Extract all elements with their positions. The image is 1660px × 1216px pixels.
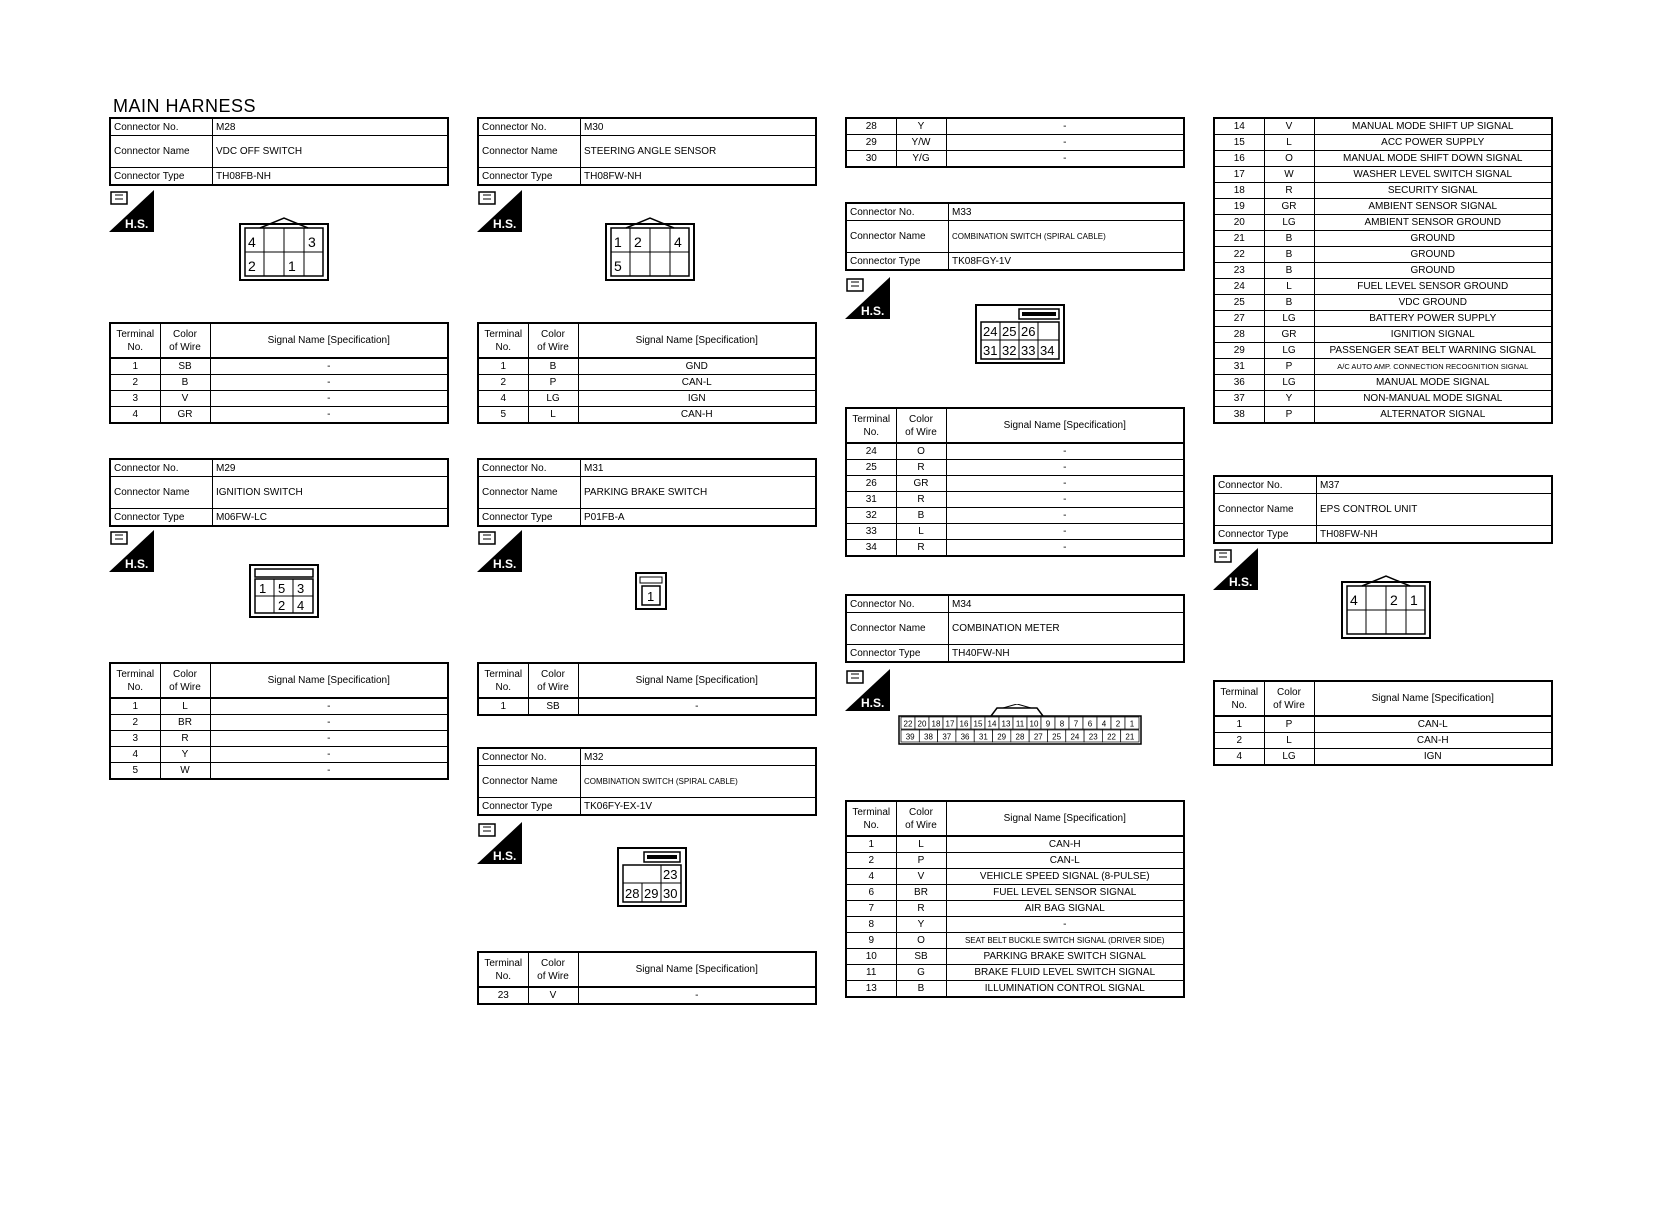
- connector-m29-face: [248, 563, 320, 619]
- table-row: 7 R AIR BAG SIGNAL: [846, 901, 1184, 917]
- svg-text:1: 1: [647, 589, 655, 604]
- table-row: 2 P CAN-L: [478, 375, 816, 391]
- table-row: 14 V MANUAL MODE SHIFT UP SIGNAL: [1214, 118, 1552, 135]
- svg-text:4: 4: [1350, 592, 1358, 608]
- pin-label: 6: [1087, 719, 1093, 729]
- pin-label: 24: [1070, 732, 1080, 742]
- table-row: 3 V -: [110, 391, 448, 407]
- connector-m34-face: [897, 704, 1143, 746]
- header-signal: Signal Name [Specification]: [210, 323, 448, 358]
- svg-text:H.S.: H.S.: [125, 557, 149, 571]
- svg-text:H.S.: H.S.: [493, 557, 517, 571]
- svg-text:5: 5: [278, 581, 286, 596]
- harness-side-icon: [477, 530, 522, 572]
- svg-text:H.S.: H.S.: [1229, 575, 1253, 589]
- table-row: 1 B GND: [478, 358, 816, 375]
- pin-1: 1: [288, 258, 296, 274]
- pin-label: 2: [1115, 719, 1121, 729]
- label-connector-name: Connector Name: [110, 136, 213, 168]
- table-row: 4 Y -: [110, 747, 448, 763]
- table-row: 5 W -: [110, 763, 448, 780]
- connector-m33-terminals: Terminal No. Color of Wire Signal Name [Specification] 24 O - 25 R - 26 GR - 31 R - 32 B - 33 L - 34 R -: [845, 407, 1185, 557]
- table-row: 1 SB -: [478, 698, 816, 715]
- pin-label: 11: [1015, 719, 1025, 729]
- pin-label: 13: [1001, 719, 1011, 729]
- table-row: 33 L -: [846, 524, 1184, 540]
- pin-label: 31: [978, 732, 988, 742]
- table-row: 24 O -: [846, 443, 1184, 460]
- connector-m34-terminals: Terminal No. Color of Wire Signal Name [Specification] 1 L CAN-H 2 P CAN-L 4 V VEHICLE SPEED SIGNAL (8-PULSE) 6 BR FUEL LEVEL SENSOR SIGNAL 7 R AIR BAG SIGNAL 8 Y - 9 O SEAT BELT BUCKLE SWITCH SIGNAL (DRIVER SIDE) 10 SB PARKING BRAKE SWITCH SIGNAL 11 G BRAKE FLUID LEVEL SWITCH SIGNAL 13 B ILLUMINATION CONTROL SIGNAL: [845, 800, 1185, 998]
- table-row: 25 B VDC GROUND: [1214, 295, 1552, 311]
- connector-name-value: VDC OFF SWITCH: [213, 136, 449, 168]
- connector-m37-terminals: Terminal No. Color of Wire Signal Name [Specification] 1 P CAN-L 2 L CAN-H 4 LG IGN: [1213, 680, 1553, 766]
- hs-label: H.S.: [125, 217, 149, 231]
- continued-table-top: [845, 117, 1185, 168]
- table-row: 9 O SEAT BELT BUCKLE SWITCH SIGNAL (DRIVER SIDE): [846, 933, 1184, 949]
- connector-m31-info: Connector No. M31 Connector Name PARKING BRAKE SWITCH Connector Type P01FB-A: [477, 458, 817, 527]
- table-row: 18 R SECURITY SIGNAL: [1214, 183, 1552, 199]
- svg-text:24: 24: [983, 324, 998, 339]
- table-row: 17 W WASHER LEVEL SWITCH SIGNAL: [1214, 167, 1552, 183]
- pin-2: 2: [248, 258, 256, 274]
- table-row: 28 GR IGNITION SIGNAL: [1214, 327, 1552, 343]
- pin-label: 1: [1129, 719, 1135, 729]
- table-row: 3 R -: [110, 731, 448, 747]
- continued-table-m34: [1213, 117, 1553, 424]
- connector-m32-face: [616, 846, 688, 908]
- label-connector-no: Connector No.: [110, 118, 213, 136]
- pin-label: 22: [1107, 732, 1116, 742]
- harness-side-icon: [477, 822, 522, 864]
- pin-4: 4: [248, 234, 256, 250]
- svg-text:H.S.: H.S.: [861, 304, 885, 318]
- pin-label: 23: [1088, 732, 1098, 742]
- connector-m28-face: [238, 216, 330, 282]
- svg-text:4: 4: [297, 598, 305, 613]
- svg-text:23: 23: [663, 867, 678, 882]
- table-row: 4 V VEHICLE SPEED SIGNAL (8-PULSE): [846, 869, 1184, 885]
- pin-label: 18: [931, 719, 941, 729]
- table-row: 19 GR AMBIENT SENSOR SIGNAL: [1214, 199, 1552, 215]
- connector-m33-info: Connector No. M33 Connector Name COMBINATION SWITCH (SPIRAL CABLE) Connector Type TK08FGY-1V: [845, 202, 1185, 271]
- table-row: 26 GR -: [846, 476, 1184, 492]
- pin-label: 21: [1125, 732, 1135, 742]
- pin-label: 9: [1045, 719, 1051, 729]
- connector-type-value: TH08FB-NH: [213, 168, 449, 186]
- svg-text:H.S.: H.S.: [861, 696, 885, 710]
- page-title: MAIN HARNESS: [113, 96, 257, 116]
- table-row: 8 Y -: [846, 917, 1184, 933]
- connector-m33-face: [974, 303, 1066, 365]
- svg-text:H.S.: H.S.: [493, 217, 517, 231]
- table-row: 1 SB -: [110, 358, 448, 375]
- connector-m29-info: Connector No. M29 Connector Name IGNITION SWITCH Connector Type M06FW-LC: [109, 458, 449, 527]
- svg-text:28: 28: [625, 886, 640, 901]
- table-row: 20 LG AMBIENT SENSOR GROUND: [1214, 215, 1552, 231]
- svg-text:31: 31: [983, 343, 998, 358]
- svg-text:H.S.: H.S.: [493, 849, 517, 863]
- table-row: 4 LG IGN: [478, 391, 816, 407]
- pin-label: 38: [924, 732, 933, 742]
- label-connector-type: Connector Type: [110, 168, 213, 186]
- svg-text:1: 1: [259, 581, 267, 596]
- table-row: 6 BR FUEL LEVEL SENSOR SIGNAL: [846, 885, 1184, 901]
- table-row: 1 P CAN-L: [1214, 716, 1552, 733]
- pin-label: 22: [903, 719, 913, 729]
- harness-side-icon: [845, 669, 890, 711]
- table-row: 25 R -: [846, 460, 1184, 476]
- svg-text:3: 3: [297, 581, 305, 596]
- harness-side-icon: [1213, 548, 1258, 590]
- pin-label: 37: [942, 732, 952, 742]
- table-row: 31 P A/C AUTO AMP. CONNECTION RECOGNITION SIGNAL: [1214, 359, 1552, 375]
- harness-side-icon: [109, 190, 154, 232]
- svg-text:5: 5: [614, 258, 622, 274]
- table-row: 32 B -: [846, 508, 1184, 524]
- pin-label: 16: [959, 719, 969, 729]
- table-row: 1 L CAN-H: [846, 836, 1184, 853]
- svg-text:4: 4: [674, 234, 682, 250]
- connector-m37-info: Connector No. M37 Connector Name EPS CONTROL UNIT Connector Type TH08FW-NH: [1213, 475, 1553, 544]
- connector-m34-info: Connector No. M34 Connector Name COMBINATION METER Connector Type TH40FW-NH: [845, 594, 1185, 663]
- connector-m30-info: Connector No. M30 Connector Name STEERING ANGLE SENSOR Connector Type TH08FW-NH: [477, 117, 817, 186]
- svg-text:33: 33: [1021, 343, 1036, 358]
- table-row: 28 Y -: [846, 118, 1184, 135]
- table-row: 23 V -: [478, 987, 816, 1004]
- header-terminal: Terminal No.: [110, 323, 160, 358]
- pin-3: 3: [308, 234, 316, 250]
- table-row: 21 B GROUND: [1214, 231, 1552, 247]
- table-row: 38 P ALTERNATOR SIGNAL: [1214, 407, 1552, 424]
- table-row: 27 LG BATTERY POWER SUPPLY: [1214, 311, 1552, 327]
- connector-m34-top-pins: [901, 717, 1139, 729]
- connector-m32-terminals: Terminal No. Color of Wire Signal Name [Specification] 23 V -: [477, 951, 817, 1005]
- table-row: 4 LG IGN: [1214, 749, 1552, 766]
- table-row: 37 Y NON-MANUAL MODE SIGNAL: [1214, 391, 1552, 407]
- table-row: 23 B GROUND: [1214, 263, 1552, 279]
- pin-label: 20: [917, 719, 927, 729]
- table-row: 2 L CAN-H: [1214, 733, 1552, 749]
- table-row: 2 BR -: [110, 715, 448, 731]
- table-row: 24 L FUEL LEVEL SENSOR GROUND: [1214, 279, 1552, 295]
- svg-text:2: 2: [634, 234, 642, 250]
- connector-m32-info: Connector No. M32 Connector Name COMBINATION SWITCH (SPIRAL CABLE) Connector Type TK06FY-EX-1V: [477, 747, 817, 816]
- pin-label: 8: [1059, 719, 1065, 729]
- pin-label: 7: [1073, 719, 1079, 729]
- table-row: 22 B GROUND: [1214, 247, 1552, 263]
- pin-label: 10: [1029, 719, 1039, 729]
- table-row: 36 LG MANUAL MODE SIGNAL: [1214, 375, 1552, 391]
- svg-text:26: 26: [1021, 324, 1036, 339]
- table-row: 15 L ACC POWER SUPPLY: [1214, 135, 1552, 151]
- table-row: 2 P CAN-L: [846, 853, 1184, 869]
- harness-side-icon: [477, 190, 522, 232]
- svg-text:1: 1: [614, 234, 622, 250]
- connector-no-value: M28: [213, 118, 449, 136]
- pin-label: 15: [973, 719, 983, 729]
- table-row: 31 R -: [846, 492, 1184, 508]
- table-row: 29 Y/W -: [846, 135, 1184, 151]
- pin-label: 14: [987, 719, 997, 729]
- connector-m37-face: [1340, 574, 1432, 640]
- pin-label: 36: [960, 732, 970, 742]
- harness-side-icon: [845, 277, 890, 319]
- svg-text:34: 34: [1040, 343, 1055, 358]
- table-row: 4 GR -: [110, 407, 448, 424]
- pin-label: 29: [997, 732, 1007, 742]
- pin-label: 27: [1033, 732, 1043, 742]
- pin-label: 28: [1015, 732, 1025, 742]
- table-row: 1 L -: [110, 698, 448, 715]
- pin-label: 25: [1052, 732, 1062, 742]
- header-color: Color of Wire: [160, 323, 210, 358]
- svg-text:29: 29: [644, 886, 659, 901]
- connector-m29-terminals: Terminal No. Color of Wire Signal Name [Specification] 1 L - 2 BR - 3 R - 4 Y - 5 W -: [109, 662, 449, 780]
- svg-text:30: 30: [663, 886, 678, 901]
- connector-m30-terminals: Terminal No. Color of Wire Signal Name [Specification] 1 B GND 2 P CAN-L 4 LG IGN 5 L CAN-H: [477, 322, 817, 424]
- svg-text:2: 2: [278, 598, 286, 613]
- table-row: 11 G BRAKE FLUID LEVEL SWITCH SIGNAL: [846, 965, 1184, 981]
- table-row: 34 R -: [846, 540, 1184, 557]
- pin-label: 39: [905, 732, 915, 742]
- pin-label: 4: [1101, 719, 1107, 729]
- table-row: 29 LG PASSENGER SEAT BELT WARNING SIGNAL: [1214, 343, 1552, 359]
- table-row: 10 SB PARKING BRAKE SWITCH SIGNAL: [846, 949, 1184, 965]
- table-row: 13 B ILLUMINATION CONTROL SIGNAL: [846, 981, 1184, 998]
- table-row: 30 Y/G -: [846, 151, 1184, 168]
- connector-m34-bottom-pins: [901, 730, 1139, 742]
- svg-text:1: 1: [1410, 592, 1418, 608]
- pin-label: 17: [945, 719, 955, 729]
- connector-m28-info: [109, 117, 449, 186]
- connector-m28-terminals: [109, 322, 449, 424]
- connector-m30-face: [604, 216, 696, 282]
- connector-m31-face: [634, 571, 668, 611]
- table-row: 16 O MANUAL MODE SHIFT DOWN SIGNAL: [1214, 151, 1552, 167]
- svg-text:32: 32: [1002, 343, 1017, 358]
- table-row: 2 B -: [110, 375, 448, 391]
- table-row: 5 L CAN-H: [478, 407, 816, 424]
- svg-text:25: 25: [1002, 324, 1017, 339]
- connector-m31-terminals: Terminal No. Color of Wire Signal Name [Specification] 1 SB -: [477, 662, 817, 716]
- harness-side-icon: [109, 530, 154, 572]
- svg-text:2: 2: [1390, 592, 1398, 608]
